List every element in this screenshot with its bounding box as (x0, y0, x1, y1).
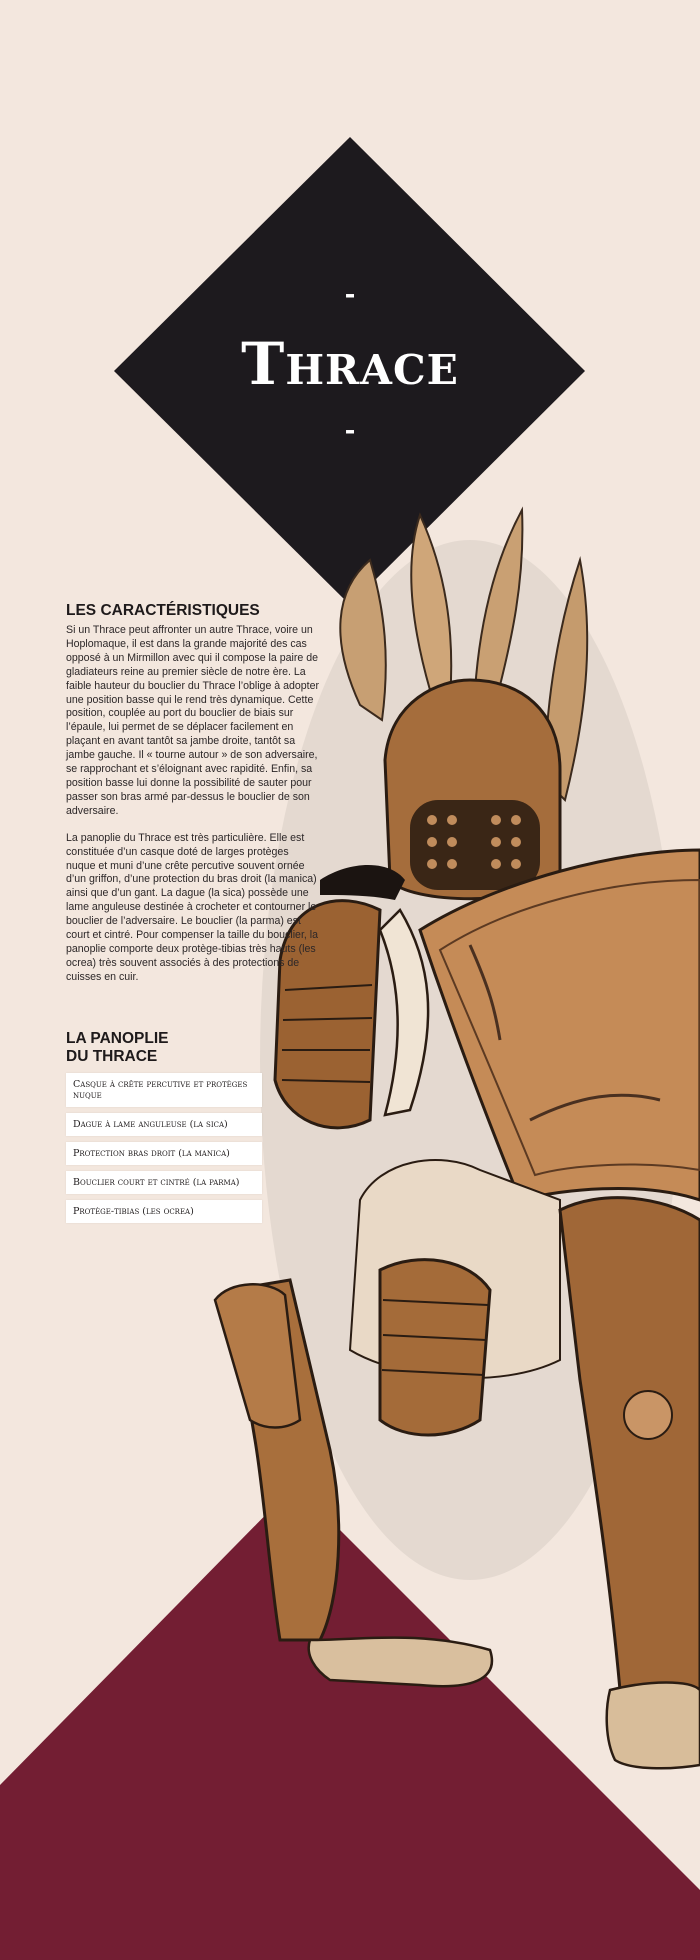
title-dash-top: - (344, 280, 356, 310)
panoply-list (66, 1073, 262, 1229)
bottom-burgundy-shape (0, 1485, 700, 1960)
list-item: Protection bras droit (la manica) (66, 1142, 262, 1165)
page-title: Thrace (241, 330, 459, 398)
list-item: Protège-tibias (les ocrea) (66, 1200, 262, 1223)
panoply-heading (66, 1030, 168, 1066)
title-block (115, 280, 585, 446)
list-item: Casque à crête percutive et protèges nuque (66, 1073, 262, 1107)
list-item: Dague à lame anguleuse (la sica) (66, 1113, 262, 1136)
characteristics-paragraph-2: La panoplie du Thrace est très particulière. Elle est constituée d’un casque doté de larges protèges nuque et muni d’une crête percutive souvent ornée d’un griffon, d’une protection du bras droit (la manica) ainsi que d’un gant. La dague (la sica) possède une lame anguleuse destinée à crocheter et contourner le bouclier de l’adversaire. Le bouclier (la parma) est court et cintré. Pour compenser la taille du bouclier, la panoplie comporte deux protège-tibias très hauts (les ocrea) très souvent associés à des protections de cuisses en cuir. (66, 831, 319, 983)
characteristics-paragraph-1: Si un Thrace peut affronter un autre Thrace, voire un Hoplomaque, il est dans la grande majorité des cas opposé à un Mirmillon avec qui il compose la paire de gladiateurs reine au premier siècle de notre ère. La faible hauteur du bouclier du Thrace l’oblige à adopter une position basse qui le rend très dynamique. Cette position, couplée au port du bouclier de biais sur l’épaule, lui permet de se déplacer facilement en plaçant en avant tantôt sa jambe droite, tantôt sa jambe gauche. Il « tourne autour » de son adversaire, se rapprochant et s’éloignant avec rapidité. Enfin, sa position basse lui donne la possibilité de sauter pour passer son bras armé par-dessus le bouclier de son adversaire. (66, 624, 320, 817)
panoply-heading-line2: DU THRACE (66, 1048, 158, 1065)
list-item: Bouclier court et cintré (la parma) (66, 1171, 262, 1194)
panoply-heading-line1: LA PANOPLIE (66, 1030, 169, 1047)
title-dash-bottom: - (344, 416, 356, 446)
characteristics-heading: LES CARACTÉRISTIQUES (66, 602, 260, 619)
characteristics-text (66, 624, 321, 998)
